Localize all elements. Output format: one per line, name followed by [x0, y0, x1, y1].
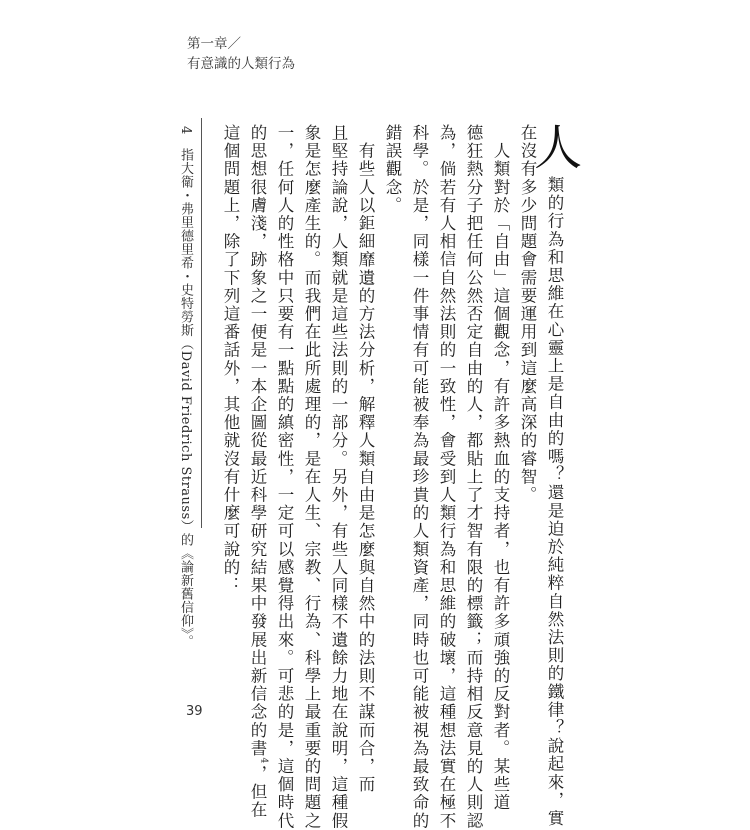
text-column-3: 人類對於「自由」這個觀念，有許多熱血的支持者，也有許多頑強的反對者。某些道 [491, 124, 510, 812]
text-column-12 [244, 124, 277, 819]
footnote-reference: 4 [258, 757, 269, 765]
chapter-title: 有意識的人類行為 [187, 56, 295, 72]
text-column-2: 在沒有多少問題會需要運用到這麼高深的睿智。 [518, 124, 537, 505]
text-column-7: 錯誤觀念。 [383, 124, 402, 215]
text-column-5: 為，倘若有人相信自然法則的一致性，會受到人類行為和思維的破壞，這種想法實在極不 [437, 124, 456, 830]
text-column-4: 德狂熱分子把任何公然否定自由的人，都貼上了才智有限的標籤；而持相反意見的人則認 [464, 124, 483, 830]
text-column-10: 象是怎麼產生的。而我們在此所處理的，是在人生、宗教、行為、科學上最重要的問題之 [302, 124, 321, 830]
page-number: 39 [186, 704, 203, 719]
text-column-8: 有些人以鉅細靡遺的方法分析，解釋人類自由是怎麼與自然中的法則不謀而合，而 [356, 124, 375, 794]
drop-cap: 人 [534, 120, 583, 176]
text-column-6: 科學。於是，同樣一件事情有可能被奉為最珍貴的人類資產，同時也可能被視為最致命的 [410, 124, 429, 830]
column-12-tail: ，但在 [248, 764, 267, 820]
text-column-9: 且堅持論說，人類就是這些法則的一部分。另外，有些人同樣不遺餘力地在說明，這種假 [329, 124, 348, 830]
chapter-label: 第一章／ [187, 36, 241, 52]
text-column-13: 這個問題上，除了下列這番話外，其他就沒有什麼可說的： [221, 124, 240, 595]
footnote: 4 指大衛・弗里德里希・史特勞斯（David Friedrich Strauss）的《論新舊信仰》。 [178, 126, 193, 649]
footnote-divider [201, 118, 202, 528]
column-12-text: 的思想很膚淺，跡象之一便是一本企圖從最近科學研究結果中發展出新信念的書 [248, 124, 267, 758]
text-column-1: 類的行為和思維在心靈上是自由的嗎？還是迫於純粹自然法則的鐵律？說起來，實 [545, 176, 564, 828]
text-column-11: 一，任何人的性格中只要有一點點的縝密性，一定可以感覺得出來。可悲的是，這個時代 [275, 124, 294, 830]
running-header [187, 34, 295, 74]
